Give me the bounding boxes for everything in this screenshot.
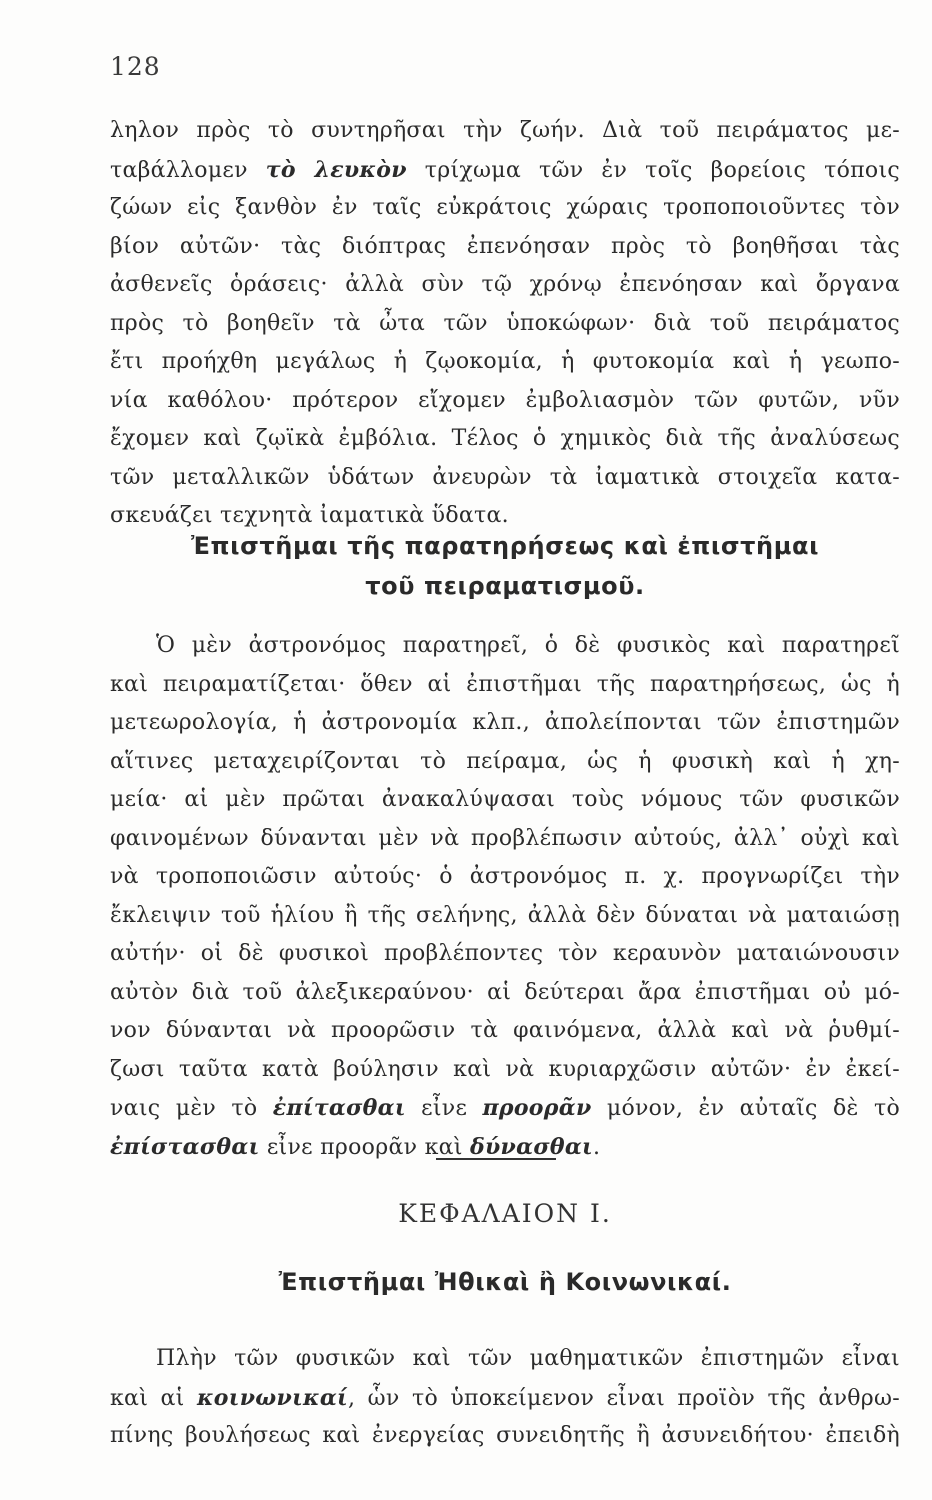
- emphasis-text: ἐπίστασθαι: [110, 1133, 260, 1160]
- emphasis-text: ἐπίτασθαι: [272, 1095, 406, 1121]
- text-line: ληλον πρὸς τὸ συντηρῆσαι τὴν ζωήν. Διὰ τοῦ πειράματος με-: [110, 118, 900, 143]
- text-line: αἵτινες μεταχειρίζονται τὸ πείραμα, ὡς ἡ φυσικὴ καὶ ἡ χη-: [110, 748, 900, 774]
- text-line: ἔτι προήχθη μεγάλως ἡ ζῳοκομία, ἡ φυτοκομία καὶ ἡ γεωπο-: [110, 349, 900, 374]
- text-line: νον δύνανται νὰ προορῶσιν τὰ φαινόμενα, ἀλλὰ καὶ νὰ ῥυθμί-: [110, 1018, 900, 1043]
- paragraph-3: [110, 1340, 900, 1456]
- text-line: σκευάζει τεχνητὰ ἰαματικὰ ὕδατα.: [110, 503, 509, 528]
- text-line: τῶν μεταλλικῶν ὑδάτων ἀνευρὼν τὰ ἰαματικὰ στοιχεῖα κατα-: [110, 464, 900, 490]
- text-line: καὶ αἱ κοινωνικαί, ὧν τὸ ὑποκείμενον εἶναι προϊὸν τῆς ἀνθρω-: [110, 1384, 900, 1411]
- text-line: αὐτήν· οἱ δὲ φυσικοὶ προβλέποντες τὸν κεραυνὸν ματαιώνουσιν: [110, 941, 900, 966]
- text-line: ζώων εἰς ξανθὸν ἐν ταῖς εὐκράτοις χώραις τροποποιοῦντες τὸν: [110, 195, 900, 220]
- chapter-title: ΚΕΦΑΛΑΙΟΝ Ι.: [398, 1199, 612, 1228]
- paragraph-2: [110, 627, 900, 1166]
- section-divider: [436, 1158, 556, 1160]
- text-line: φαινομένων δύνανται μὲν νὰ προβλέπωσιν αὐτούς, ἀλλ᾽ οὐχὶ καὶ: [110, 825, 900, 851]
- emphasis-text: κοινωνικαί: [197, 1384, 348, 1411]
- emphasis-text: τὸ λευκὸν: [265, 156, 407, 183]
- text-line: Ὁ μὲν ἀστρονόμος παρατηρεῖ, ὁ δὲ φυσικὸς καὶ παρατηρεῖ: [156, 633, 900, 658]
- text-line: ταβάλλομεν τὸ λευκὸν τρίχωμα τῶν ἐν τοῖς βορείοις τόποις: [110, 156, 900, 183]
- page-number: 128: [110, 52, 161, 81]
- paragraph-1: [110, 112, 900, 536]
- text-line: Πλὴν τῶν φυσικῶν καὶ τῶν μαθηματικῶν ἐπιστημῶν εἶναι: [156, 1346, 900, 1371]
- text-line: ἔχομεν καὶ ζῳϊκὰ ἐμβόλια. Τέλος ὁ χημικὸς διὰ τῆς ἀναλύσεως: [110, 426, 900, 451]
- section-heading-line-1: Ἐπιστῆμαι τῆς παρατηρήσεως καὶ ἐπιστῆμαι: [190, 532, 820, 560]
- chapter-subheading: Ἐπιστῆμαι Ἠθικαὶ ἢ Κοινωνικαί.: [278, 1268, 732, 1296]
- text-line: βίον αὐτῶν· τὰς διόπτρας ἐπενόησαν πρὸς τὸ βοηθῆσαι τὰς: [110, 233, 900, 259]
- section-heading: [110, 526, 900, 606]
- text-line: ζωσι ταῦτα κατὰ βούλησιν καὶ νὰ κυριαρχῶσιν αὐτῶν· ἐν ἐκεί-: [110, 1056, 900, 1082]
- text-line: μεία· αἱ μὲν πρῶται ἀνακαλύψασαι τοὺς νόμους τῶν φυσικῶν: [110, 787, 900, 812]
- text-line: ἔκλειψιν τοῦ ἡλίου ἢ τῆς σελήνης, ἀλλὰ δὲν δύναται νὰ ματαιώσῃ: [110, 902, 900, 928]
- emphasis-text: δύνασθαι: [470, 1133, 594, 1160]
- text-line: νὰ τροποποιῶσιν αὐτούς· ὁ ἀστρονόμος π. χ. προγνωρίζει τὴν: [110, 864, 900, 889]
- text-line: πρὸς τὸ βοηθεῖν τὰ ὦτα τῶν ὑποκώφων· διὰ τοῦ πειράματος: [110, 310, 900, 336]
- text-line: μετεωρολογία, ἡ ἀστρονομία κλπ., ἀπολείπονται τῶν ἐπιστημῶν: [110, 710, 900, 735]
- text-line: ναις μὲν τὸ ἐπίτασθαι εἶνε προορᾶν μόνον, ἐν αὐταῖς δὲ τὸ: [110, 1095, 900, 1121]
- text-line: νία καθόλου· πρότερον εἴχομεν ἐμβολιασμὸν τῶν φυτῶν, νῦν: [110, 387, 900, 413]
- text-line: ἀσθενεῖς ὁράσεις· ἀλλὰ σὺν τῷ χρόνῳ ἐπενόησαν καὶ ὄργανα: [110, 272, 900, 297]
- text-line: ἐπίστασθαι εἶνε προορᾶν καὶ δύνασθαι.: [110, 1133, 601, 1160]
- text-line: πίνης βουλήσεως καὶ ἐνεργείας συνειδητῆς ἢ ἀσυνειδήτου· ἐπειδὴ: [110, 1423, 900, 1448]
- text-line: καὶ πειραματίζεται· ὅθεν αἱ ἐπιστῆμαι τῆς παρατηρήσεως, ὡς ἡ: [110, 671, 900, 697]
- emphasis-text: προορᾶν: [482, 1095, 592, 1121]
- text-line: αὐτὸν διὰ τοῦ ἀλεξικεραύνου· αἱ δεύτεραι ἄρα ἐπιστῆμαι οὐ μό-: [110, 979, 900, 1005]
- section-heading-line-2: τοῦ πειραματισμοῦ.: [365, 572, 645, 600]
